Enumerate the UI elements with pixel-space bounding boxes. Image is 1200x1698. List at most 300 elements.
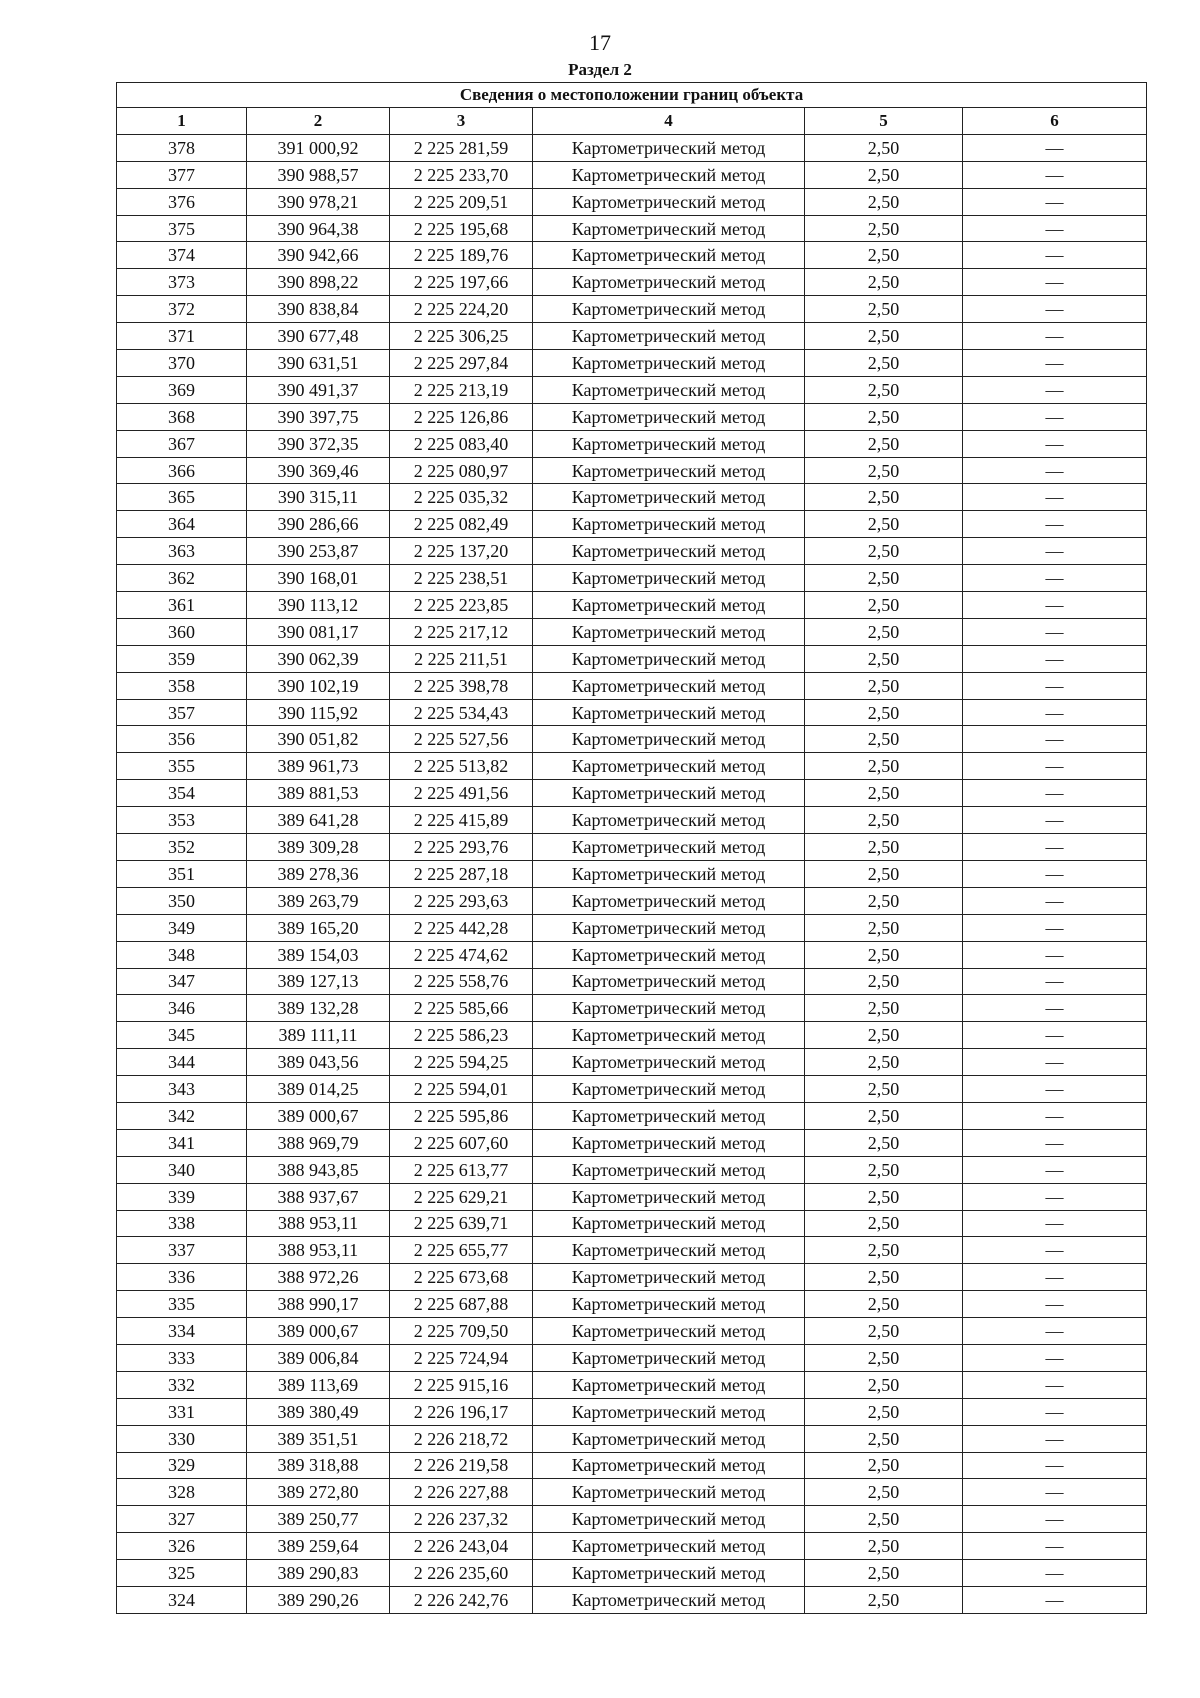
point-number-cell: 347 [117, 968, 247, 995]
method-cell: Картометрический метод [533, 1560, 805, 1587]
point-number-cell: 362 [117, 565, 247, 592]
table-row [117, 592, 1147, 619]
table-row [117, 565, 1147, 592]
precision-cell: 2,50 [805, 780, 963, 807]
point-number-cell: 371 [117, 323, 247, 350]
method-cell: Картометрический метод [533, 968, 805, 995]
y-coordinate-cell: 2 225 306,25 [390, 323, 533, 350]
description-cell: — [963, 511, 1147, 538]
y-coordinate-cell: 2 225 629,21 [390, 1183, 533, 1210]
method-cell: Картометрический метод [533, 1452, 805, 1479]
table-row [117, 887, 1147, 914]
table-row [117, 1210, 1147, 1237]
column-header-1: 1 [117, 108, 247, 135]
x-coordinate-cell: 389 881,53 [247, 780, 390, 807]
precision-cell: 2,50 [805, 1237, 963, 1264]
precision-cell: 2,50 [805, 699, 963, 726]
precision-cell: 2,50 [805, 1129, 963, 1156]
y-coordinate-cell: 2 225 709,50 [390, 1318, 533, 1345]
x-coordinate-cell: 389 263,79 [247, 887, 390, 914]
precision-cell: 2,50 [805, 1076, 963, 1103]
y-coordinate-cell: 2 226 235,60 [390, 1560, 533, 1587]
description-cell: — [963, 188, 1147, 215]
table-row [117, 860, 1147, 887]
method-cell: Картометрический метод [533, 887, 805, 914]
method-cell: Картометрический метод [533, 1156, 805, 1183]
precision-cell: 2,50 [805, 592, 963, 619]
method-cell: Картометрический метод [533, 914, 805, 941]
x-coordinate-cell: 390 315,11 [247, 484, 390, 511]
point-number-cell: 359 [117, 645, 247, 672]
y-coordinate-cell: 2 225 415,89 [390, 807, 533, 834]
description-cell: — [963, 699, 1147, 726]
precision-cell: 2,50 [805, 1560, 963, 1587]
description-cell: — [963, 1210, 1147, 1237]
precision-cell: 2,50 [805, 1022, 963, 1049]
column-header-3: 3 [390, 108, 533, 135]
table-row [117, 269, 1147, 296]
x-coordinate-cell: 389 318,88 [247, 1452, 390, 1479]
point-number-cell: 343 [117, 1076, 247, 1103]
description-cell: — [963, 645, 1147, 672]
y-coordinate-cell: 2 226 243,04 [390, 1533, 533, 1560]
y-coordinate-cell: 2 225 687,88 [390, 1291, 533, 1318]
table-row [117, 1425, 1147, 1452]
description-cell: — [963, 834, 1147, 861]
description-cell: — [963, 968, 1147, 995]
table-row [117, 296, 1147, 323]
description-cell: — [963, 1237, 1147, 1264]
table-row [117, 941, 1147, 968]
table-row [117, 376, 1147, 403]
y-coordinate-cell: 2 226 237,32 [390, 1506, 533, 1533]
description-cell: — [963, 995, 1147, 1022]
y-coordinate-cell: 2 225 527,56 [390, 726, 533, 753]
x-coordinate-cell: 389 641,28 [247, 807, 390, 834]
precision-cell: 2,50 [805, 1371, 963, 1398]
method-cell: Картометрический метод [533, 726, 805, 753]
column-header-6: 6 [963, 108, 1147, 135]
point-number-cell: 345 [117, 1022, 247, 1049]
method-cell: Картометрический метод [533, 941, 805, 968]
x-coordinate-cell: 388 953,11 [247, 1237, 390, 1264]
table-row [117, 1586, 1147, 1613]
description-cell: — [963, 376, 1147, 403]
point-number-cell: 370 [117, 350, 247, 377]
point-number-cell: 333 [117, 1344, 247, 1371]
x-coordinate-cell: 390 372,35 [247, 430, 390, 457]
method-cell: Картометрический метод [533, 1022, 805, 1049]
y-coordinate-cell: 2 225 195,68 [390, 215, 533, 242]
method-cell: Картометрический метод [533, 753, 805, 780]
precision-cell: 2,50 [805, 511, 963, 538]
table-row [117, 968, 1147, 995]
precision-cell: 2,50 [805, 1506, 963, 1533]
method-cell: Картометрический метод [533, 511, 805, 538]
description-cell: — [963, 941, 1147, 968]
point-number-cell: 348 [117, 941, 247, 968]
table-row [117, 1183, 1147, 1210]
x-coordinate-cell: 389 961,73 [247, 753, 390, 780]
description-cell: — [963, 242, 1147, 269]
x-coordinate-cell: 390 168,01 [247, 565, 390, 592]
point-number-cell: 350 [117, 887, 247, 914]
precision-cell: 2,50 [805, 403, 963, 430]
table-row [117, 134, 1147, 161]
x-coordinate-cell: 389 351,51 [247, 1425, 390, 1452]
description-cell: — [963, 1344, 1147, 1371]
x-coordinate-cell: 388 990,17 [247, 1291, 390, 1318]
description-cell: — [963, 780, 1147, 807]
table-row [117, 1076, 1147, 1103]
description-cell: — [963, 1533, 1147, 1560]
y-coordinate-cell: 2 225 137,20 [390, 538, 533, 565]
y-coordinate-cell: 2 225 724,94 [390, 1344, 533, 1371]
table-row [117, 914, 1147, 941]
description-cell: — [963, 403, 1147, 430]
x-coordinate-cell: 389 113,69 [247, 1371, 390, 1398]
method-cell: Картометрический метод [533, 672, 805, 699]
x-coordinate-cell: 390 369,46 [247, 457, 390, 484]
y-coordinate-cell: 2 226 227,88 [390, 1479, 533, 1506]
precision-cell: 2,50 [805, 457, 963, 484]
method-cell: Картометрический метод [533, 161, 805, 188]
method-cell: Картометрический метод [533, 1586, 805, 1613]
y-coordinate-cell: 2 225 293,76 [390, 834, 533, 861]
table-row [117, 1398, 1147, 1425]
method-cell: Картометрический метод [533, 457, 805, 484]
y-coordinate-cell: 2 225 586,23 [390, 1022, 533, 1049]
table-row [117, 242, 1147, 269]
description-cell: — [963, 350, 1147, 377]
table-row [117, 1479, 1147, 1506]
table-row [117, 1371, 1147, 1398]
point-number-cell: 335 [117, 1291, 247, 1318]
table-row [117, 995, 1147, 1022]
point-number-cell: 342 [117, 1102, 247, 1129]
point-number-cell: 366 [117, 457, 247, 484]
method-cell: Картометрический метод [533, 1264, 805, 1291]
precision-cell: 2,50 [805, 1049, 963, 1076]
description-cell: — [963, 1425, 1147, 1452]
point-number-cell: 361 [117, 592, 247, 619]
point-number-cell: 336 [117, 1264, 247, 1291]
x-coordinate-cell: 389 111,11 [247, 1022, 390, 1049]
point-number-cell: 331 [117, 1398, 247, 1425]
description-cell: — [963, 1183, 1147, 1210]
x-coordinate-cell: 388 953,11 [247, 1210, 390, 1237]
point-number-cell: 363 [117, 538, 247, 565]
method-cell: Картометрический метод [533, 592, 805, 619]
y-coordinate-cell: 2 225 197,66 [390, 269, 533, 296]
table-header-row [117, 108, 1147, 135]
description-cell: — [963, 1371, 1147, 1398]
y-coordinate-cell: 2 225 534,43 [390, 699, 533, 726]
description-cell: — [963, 161, 1147, 188]
precision-cell: 2,50 [805, 1344, 963, 1371]
x-coordinate-cell: 389 309,28 [247, 834, 390, 861]
description-cell: — [963, 134, 1147, 161]
method-cell: Картометрический метод [533, 188, 805, 215]
x-coordinate-cell: 389 278,36 [247, 860, 390, 887]
method-cell: Картометрический метод [533, 350, 805, 377]
y-coordinate-cell: 2 225 213,19 [390, 376, 533, 403]
x-coordinate-cell: 389 250,77 [247, 1506, 390, 1533]
precision-cell: 2,50 [805, 1586, 963, 1613]
precision-cell: 2,50 [805, 296, 963, 323]
point-number-cell: 339 [117, 1183, 247, 1210]
y-coordinate-cell: 2 225 655,77 [390, 1237, 533, 1264]
y-coordinate-cell: 2 225 293,63 [390, 887, 533, 914]
table-row [117, 403, 1147, 430]
point-number-cell: 327 [117, 1506, 247, 1533]
description-cell: — [963, 269, 1147, 296]
precision-cell: 2,50 [805, 430, 963, 457]
x-coordinate-cell: 390 838,84 [247, 296, 390, 323]
precision-cell: 2,50 [805, 1102, 963, 1129]
point-number-cell: 324 [117, 1586, 247, 1613]
table-row [117, 457, 1147, 484]
precision-cell: 2,50 [805, 645, 963, 672]
precision-cell: 2,50 [805, 376, 963, 403]
table-row [117, 484, 1147, 511]
point-number-cell: 358 [117, 672, 247, 699]
y-coordinate-cell: 2 225 594,01 [390, 1076, 533, 1103]
point-number-cell: 357 [117, 699, 247, 726]
y-coordinate-cell: 2 225 233,70 [390, 161, 533, 188]
x-coordinate-cell: 390 491,37 [247, 376, 390, 403]
point-number-cell: 340 [117, 1156, 247, 1183]
description-cell: — [963, 860, 1147, 887]
description-cell: — [963, 565, 1147, 592]
point-number-cell: 356 [117, 726, 247, 753]
x-coordinate-cell: 390 253,87 [247, 538, 390, 565]
table-row [117, 1102, 1147, 1129]
description-cell: — [963, 1506, 1147, 1533]
y-coordinate-cell: 2 225 639,71 [390, 1210, 533, 1237]
description-cell: — [963, 1156, 1147, 1183]
table-row [117, 1318, 1147, 1345]
method-cell: Картометрический метод [533, 403, 805, 430]
precision-cell: 2,50 [805, 1425, 963, 1452]
method-cell: Картометрический метод [533, 1129, 805, 1156]
method-cell: Картометрический метод [533, 323, 805, 350]
description-cell: — [963, 215, 1147, 242]
point-number-cell: 326 [117, 1533, 247, 1560]
method-cell: Картометрический метод [533, 834, 805, 861]
description-cell: — [963, 1586, 1147, 1613]
y-coordinate-cell: 2 226 219,58 [390, 1452, 533, 1479]
precision-cell: 2,50 [805, 188, 963, 215]
x-coordinate-cell: 389 290,83 [247, 1560, 390, 1587]
precision-cell: 2,50 [805, 134, 963, 161]
description-cell: — [963, 807, 1147, 834]
y-coordinate-cell: 2 225 585,66 [390, 995, 533, 1022]
table-row [117, 323, 1147, 350]
table-row [117, 1344, 1147, 1371]
y-coordinate-cell: 2 226 242,76 [390, 1586, 533, 1613]
precision-cell: 2,50 [805, 860, 963, 887]
point-number-cell: 325 [117, 1560, 247, 1587]
point-number-cell: 337 [117, 1237, 247, 1264]
y-coordinate-cell: 2 225 398,78 [390, 672, 533, 699]
precision-cell: 2,50 [805, 941, 963, 968]
x-coordinate-cell: 388 943,85 [247, 1156, 390, 1183]
method-cell: Картометрический метод [533, 1425, 805, 1452]
precision-cell: 2,50 [805, 215, 963, 242]
description-cell: — [963, 296, 1147, 323]
point-number-cell: 354 [117, 780, 247, 807]
precision-cell: 2,50 [805, 807, 963, 834]
precision-cell: 2,50 [805, 350, 963, 377]
point-number-cell: 372 [117, 296, 247, 323]
table-row [117, 161, 1147, 188]
y-coordinate-cell: 2 225 673,68 [390, 1264, 533, 1291]
precision-cell: 2,50 [805, 161, 963, 188]
table-row [117, 645, 1147, 672]
description-cell: — [963, 672, 1147, 699]
description-cell: — [963, 484, 1147, 511]
precision-cell: 2,50 [805, 1533, 963, 1560]
method-cell: Картометрический метод [533, 215, 805, 242]
point-number-cell: 328 [117, 1479, 247, 1506]
precision-cell: 2,50 [805, 753, 963, 780]
table-row [117, 1129, 1147, 1156]
table-row [117, 1049, 1147, 1076]
table-row [117, 350, 1147, 377]
point-number-cell: 329 [117, 1452, 247, 1479]
table-row [117, 1533, 1147, 1560]
x-coordinate-cell: 390 397,75 [247, 403, 390, 430]
description-cell: — [963, 1102, 1147, 1129]
table-row [117, 215, 1147, 242]
table-row [117, 780, 1147, 807]
precision-cell: 2,50 [805, 269, 963, 296]
table-row [117, 538, 1147, 565]
method-cell: Картометрический метод [533, 860, 805, 887]
precision-cell: 2,50 [805, 914, 963, 941]
description-cell: — [963, 1076, 1147, 1103]
point-number-cell: 352 [117, 834, 247, 861]
y-coordinate-cell: 2 225 223,85 [390, 592, 533, 619]
point-number-cell: 368 [117, 403, 247, 430]
table-row [117, 430, 1147, 457]
y-coordinate-cell: 2 226 196,17 [390, 1398, 533, 1425]
point-number-cell: 338 [117, 1210, 247, 1237]
table-row [117, 618, 1147, 645]
point-number-cell: 344 [117, 1049, 247, 1076]
y-coordinate-cell: 2 226 218,72 [390, 1425, 533, 1452]
table-body [117, 134, 1147, 1613]
method-cell: Картометрический метод [533, 1210, 805, 1237]
y-coordinate-cell: 2 225 594,25 [390, 1049, 533, 1076]
x-coordinate-cell: 390 113,12 [247, 592, 390, 619]
table-row [117, 834, 1147, 861]
x-coordinate-cell: 388 972,26 [247, 1264, 390, 1291]
description-cell: — [963, 592, 1147, 619]
x-coordinate-cell: 389 154,03 [247, 941, 390, 968]
method-cell: Картометрический метод [533, 807, 805, 834]
table-caption: Сведения о местоположении границ объекта [117, 83, 1147, 108]
y-coordinate-cell: 2 225 287,18 [390, 860, 533, 887]
point-number-cell: 341 [117, 1129, 247, 1156]
precision-cell: 2,50 [805, 1156, 963, 1183]
point-number-cell: 375 [117, 215, 247, 242]
point-number-cell: 346 [117, 995, 247, 1022]
table-row [117, 1560, 1147, 1587]
method-cell: Картометрический метод [533, 699, 805, 726]
x-coordinate-cell: 390 988,57 [247, 161, 390, 188]
description-cell: — [963, 538, 1147, 565]
x-coordinate-cell: 390 081,17 [247, 618, 390, 645]
table-row [117, 1506, 1147, 1533]
method-cell: Картометрический метод [533, 565, 805, 592]
page-number: 17 [589, 30, 611, 55]
precision-cell: 2,50 [805, 1210, 963, 1237]
method-cell: Картометрический метод [533, 1344, 805, 1371]
method-cell: Картометрический метод [533, 1183, 805, 1210]
y-coordinate-cell: 2 225 491,56 [390, 780, 533, 807]
y-coordinate-cell: 2 225 209,51 [390, 188, 533, 215]
point-number-cell: 365 [117, 484, 247, 511]
x-coordinate-cell: 390 677,48 [247, 323, 390, 350]
y-coordinate-cell: 2 225 281,59 [390, 134, 533, 161]
y-coordinate-cell: 2 225 083,40 [390, 430, 533, 457]
method-cell: Картометрический метод [533, 1533, 805, 1560]
boundary-table [116, 82, 1147, 1614]
description-cell: — [963, 323, 1147, 350]
method-cell: Картометрический метод [533, 1291, 805, 1318]
x-coordinate-cell: 388 937,67 [247, 1183, 390, 1210]
point-number-cell: 378 [117, 134, 247, 161]
method-cell: Картометрический метод [533, 1506, 805, 1533]
method-cell: Картометрический метод [533, 645, 805, 672]
x-coordinate-cell: 390 051,82 [247, 726, 390, 753]
x-coordinate-cell: 390 898,22 [247, 269, 390, 296]
precision-cell: 2,50 [805, 1264, 963, 1291]
description-cell: — [963, 1560, 1147, 1587]
method-cell: Картометрический метод [533, 995, 805, 1022]
y-coordinate-cell: 2 225 474,62 [390, 941, 533, 968]
method-cell: Картометрический метод [533, 618, 805, 645]
method-cell: Картометрический метод [533, 376, 805, 403]
description-cell: — [963, 887, 1147, 914]
y-coordinate-cell: 2 225 613,77 [390, 1156, 533, 1183]
x-coordinate-cell: 389 165,20 [247, 914, 390, 941]
y-coordinate-cell: 2 225 607,60 [390, 1129, 533, 1156]
table-row [117, 726, 1147, 753]
precision-cell: 2,50 [805, 1318, 963, 1345]
x-coordinate-cell: 390 942,66 [247, 242, 390, 269]
point-number-cell: 373 [117, 269, 247, 296]
precision-cell: 2,50 [805, 834, 963, 861]
y-coordinate-cell: 2 225 126,86 [390, 403, 533, 430]
method-cell: Картометрический метод [533, 1049, 805, 1076]
precision-cell: 2,50 [805, 484, 963, 511]
x-coordinate-cell: 389 132,28 [247, 995, 390, 1022]
table-row [117, 188, 1147, 215]
x-coordinate-cell: 390 978,21 [247, 188, 390, 215]
point-number-cell: 360 [117, 618, 247, 645]
precision-cell: 2,50 [805, 538, 963, 565]
description-cell: — [963, 1049, 1147, 1076]
point-number-cell: 330 [117, 1425, 247, 1452]
x-coordinate-cell: 390 062,39 [247, 645, 390, 672]
y-coordinate-cell: 2 225 189,76 [390, 242, 533, 269]
x-coordinate-cell: 389 380,49 [247, 1398, 390, 1425]
description-cell: — [963, 726, 1147, 753]
precision-cell: 2,50 [805, 968, 963, 995]
